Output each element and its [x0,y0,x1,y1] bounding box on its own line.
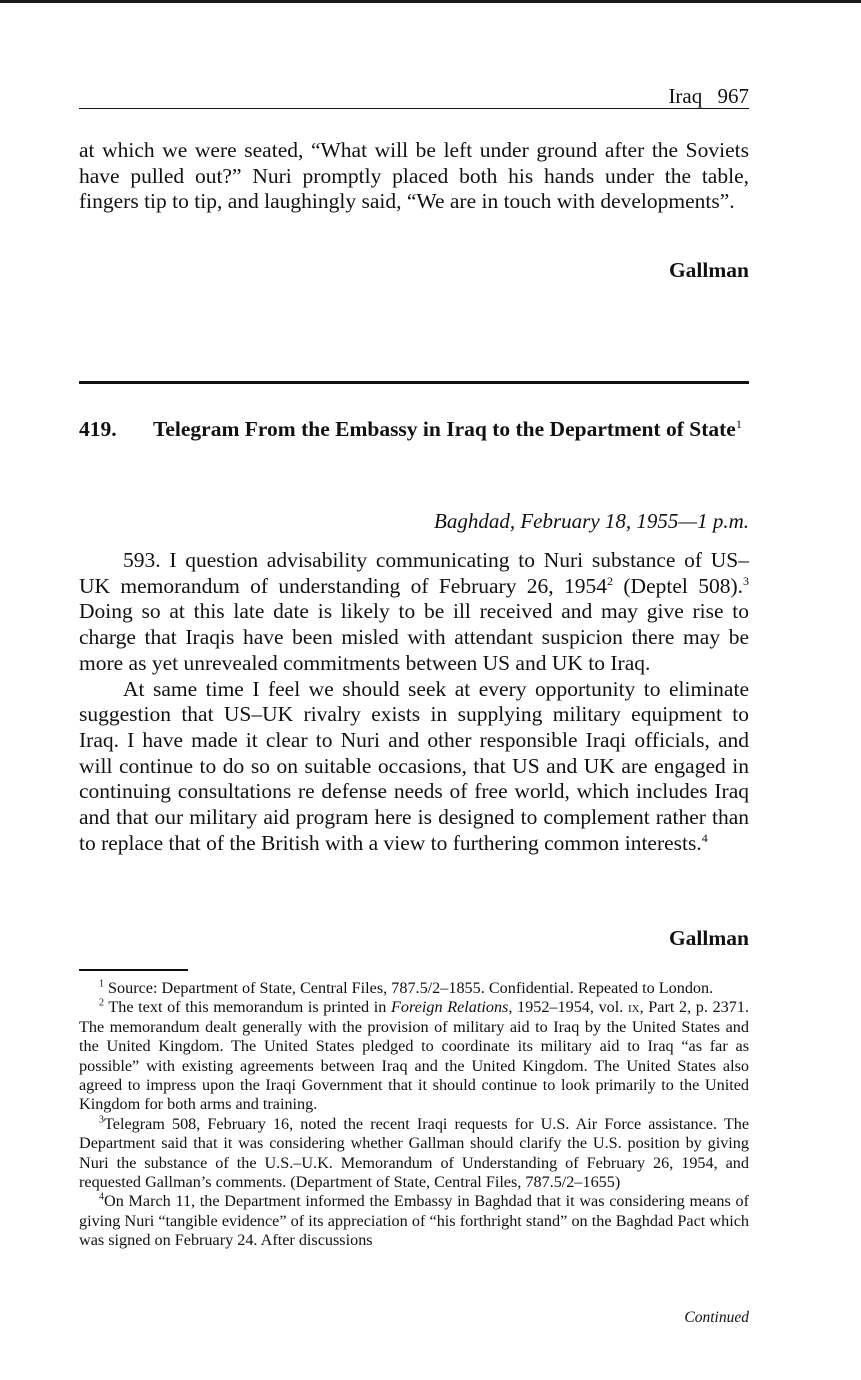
footnote-ref-1: 1 [735,416,742,431]
footnote-mark: 2 [99,998,104,1010]
top-border-rule [0,0,861,3]
footnote-text: Telegram 508, February 16, noted the recent Iraqi requests for U.S. Air Force assistance. The Department said that it was considering whether Gallman should clarify the U.S. position by giving Nuri the substance of the U.S.–U.K. Memorandum of Understanding of February 26, 1954, and requested Gallman’s comments. (Department of State, Central Files, 787.5/2–1655) [79,1114,749,1192]
footnote-text: Source: Department of State, Central Files, 787.5/2–1855. Confidential. Repeated to London. [108,979,714,997]
footnote-ref-2: 2 [607,573,614,588]
telegram-body [79,548,749,856]
footnote-italic-title: Foreign Relations, [391,998,513,1017]
telegram-paragraph-2 [79,677,749,857]
footnote-rule [79,969,188,971]
running-head: Iraq 967 [668,84,749,108]
header-rule [79,108,749,109]
footnotes [79,979,749,1251]
footnote-ref-3: 3 [742,573,749,588]
paragraph-1-part-b: (Deptel 508). [613,573,743,598]
paragraph-1-part-a: 593. I question advisability communicating to Nuri substance of US–UK memorandum of understanding of February 26, 1954 [79,548,749,598]
footnote-text: On March 11, the Department informed the Embassy in Baghdad that it was considering means of giving Nuri “tangible evidence” of its appreciation of “his forthright stand” on the Baghdad Pact which was signed on February 24. After discussions [79,1192,749,1250]
document-title [153,416,749,442]
footnote-3 [79,1115,749,1193]
continued-paragraph: at which we were seated, “What will be left under ground after the Soviets have pulled out?” Nuri promptly placed both his hands under the table, fingers tip to tip, and laughingly said, “We are in touch with developments”. [79,138,749,214]
footnote-volume: ix [627,998,640,1017]
telegram-paragraph-1 [79,548,749,677]
dateline: Baghdad, February 18, 1955—1 p.m. [434,509,749,533]
signature: Gallman [668,926,749,950]
footnote-text: , Part 2, p. 2371. The memorandum dealt generally with the provision of military aid to Iraq by the United States and the United Kingdom. The United States pledged to coordinate its military aid to Iraq “as far as possible” with existing agreements between Iraq and the United Kingdom. The United States also agreed to impress upon the Iraqi Government that it should continue to look primarily to the United Kingdom for both arms and training. [79,998,749,1114]
continued-label: Continued [684,1309,749,1326]
section-divider [79,381,749,384]
footnote-text: The text of this memorandum is printed in [108,998,391,1017]
footnote-4 [79,1192,749,1250]
document-title-text: Telegram From the Embassy in Iraq to the Department of State [153,417,736,441]
footnote-2 [79,998,749,1114]
paragraph-2-text: At same time I feel we should seek at every opportunity to eliminate suggestion that US–UK rivalry exists in supplying military equipment to Iraq. I have made it clear to Nuri and other responsible Iraqi officials, and will continue to do so on suitable occasions, that US and UK are engaged in continuing consultations re defense needs of free world, which includes Iraq and that our military aid program here is designed to complement rather than to replace that of the British with a view to furthering common interests. [79,676,749,855]
footnote-mark: 4 [99,1192,104,1204]
footnote-text: 1952–1954, vol. [512,998,628,1017]
footnote-1 [79,979,749,998]
footnote-mark: 3 [99,1114,104,1126]
document-heading [79,416,749,442]
paragraph-1-part-c: Doing so at this late date is likely to be ill received and may give rise to charge that Iraqis have been misled with attendant suspicion there may be more as yet unrevealed commitments between US and UK to Iraq. [79,599,749,675]
signature-previous-document: Gallman [668,258,749,282]
footnote-ref-4: 4 [701,830,708,845]
footnote-mark: 1 [99,978,104,990]
document-number: 419. [79,417,117,441]
